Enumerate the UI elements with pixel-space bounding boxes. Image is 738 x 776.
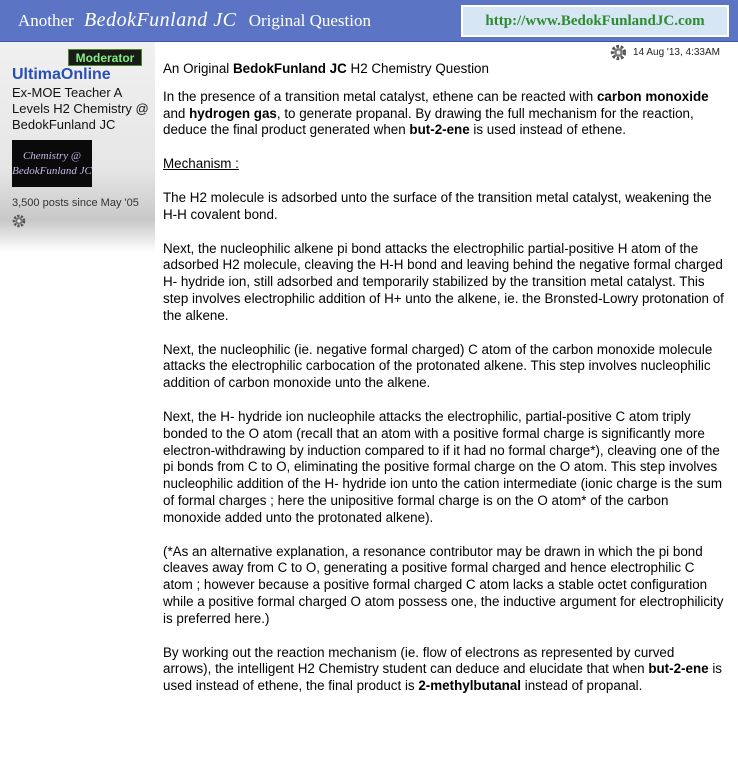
mechanism-heading: Mechanism : (163, 156, 239, 172)
site-url-link[interactable]: http://www.BedokFunlandJC.com (485, 12, 705, 29)
moderator-badge: Moderator (68, 49, 142, 66)
conclusion-text-3: instead of propanal. (521, 678, 643, 694)
avatar-line-1: Chemistry @ (22, 149, 82, 162)
mechanism-step-3: Next, the nucleophilic (ie. negative formal charged) C atom of the carbon monoxide molecule attacks the electrophilic carbocation of the protonated alkene. This step involves nucleophilic addition of carbon monoxide unto the alkene. (163, 341, 713, 391)
username-link[interactable]: UltimaOnline (12, 66, 111, 83)
conclusion-bold-butene: but-2-ene (648, 661, 709, 677)
question-bold-h2: hydrogen gas (189, 105, 277, 121)
user-profile-sidebar (0, 42, 155, 252)
mechanism-step-4: Next, the H- hydride ion nucleophile attacks the electrophilic, partial-positive C atom triply bonded to the O atom (recall that an atom with a positive formal charge is significantly more electron-withdrawing by induction compared to if it had no formal charge*), cleaving one of the pi bonds from C to O, eliminating the positive formal charge on the O atom. This step involves nucleophilic addition of the H- hydride ion unto the cation intermediate (ionic charge is the sum of formal charges ; here the unipositive formal charge is on the O atom* of the carbon monoxide added unto the protonated alkene). (163, 408, 723, 525)
conclusion-text-2: is used instead of ethene, the final product is (163, 661, 722, 694)
user-title: Ex-MOE Teacher A Levels H2 Chemistry @ BedokFunland JC (12, 85, 149, 132)
post-count: 3,500 posts since May '05 (12, 197, 139, 209)
post-title-post: H2 Chemistry Question (346, 61, 489, 76)
header-prefix: Another (18, 11, 74, 30)
post-title-pre: An Original (163, 61, 233, 76)
avatar-line-2: BedokFunland JC (12, 164, 92, 177)
post-title (163, 61, 725, 78)
question-text-3: , to generate propanal. By drawing the full mechanism for the reaction, deduce the final product generated when (163, 105, 694, 138)
site-url-box[interactable] (461, 5, 729, 37)
post-date: 14 Aug '13, 4:33AM (633, 47, 720, 58)
conclusion-bold-product: 2-methylbutanal (418, 678, 522, 694)
question-text-1: In the presence of a transition metal catalyst, ethene can be reacted with (163, 88, 597, 104)
mechanism-step-1: The H2 molecule is adsorbed unto the surface of the transition metal catalyst, weakening the H-H covalent bond. (163, 189, 712, 222)
question-text-2: and (163, 105, 190, 121)
gear-icon[interactable] (12, 214, 26, 228)
question-bold-co: carbon monoxide (596, 88, 709, 104)
conclusion-paragraph (163, 645, 725, 695)
header-suffix: Original Question (248, 11, 371, 30)
question-bold-butene: but-2-ene (409, 122, 470, 138)
header-title (18, 9, 371, 32)
alternative-note: (*As an alternative explanation, a resonance contributor may be drawn in which the pi bond cleaves away from C to O, generating a positive formal charged and hence electrophilic C atom ; however because a positive formal charged C atom lacks a stable octet configuration while a positive formal charged O atom possess one, the inductive argument for electrophilicity is preferred here.) (163, 543, 724, 626)
post-meta (610, 44, 720, 61)
question-text-4: is used instead of ethene. (469, 122, 627, 138)
site-logo-text: BedokFunland JC (83, 9, 237, 31)
post-options-gear-icon[interactable] (610, 44, 627, 61)
avatar[interactable] (12, 140, 92, 187)
post-title-bold: BedokFunland JC (232, 61, 347, 76)
post-body (163, 61, 725, 695)
conclusion-text-1: By working out the reaction mechanism (ie. flow of electrons as represented by curved arrows), the intelligent H2 Chemistry student can deduce and elucidate that when (163, 644, 675, 677)
site-header (0, 0, 738, 42)
mechanism-step-2: Next, the nucleophilic alkene pi bond attacks the electrophilic partial-positive H atom of the adsorbed H2 molecule, cleaving the H-H bond and leaving behind the negative formal charged H- hydride ion, still adsorbed and temporarily stabilized by the transition metal catalyst. This step involves electrophilic addition of H+ unto the alkene, ie. the Bronsted-Lowry protonation of the alkene. (163, 240, 724, 323)
question-paragraph (163, 89, 725, 139)
